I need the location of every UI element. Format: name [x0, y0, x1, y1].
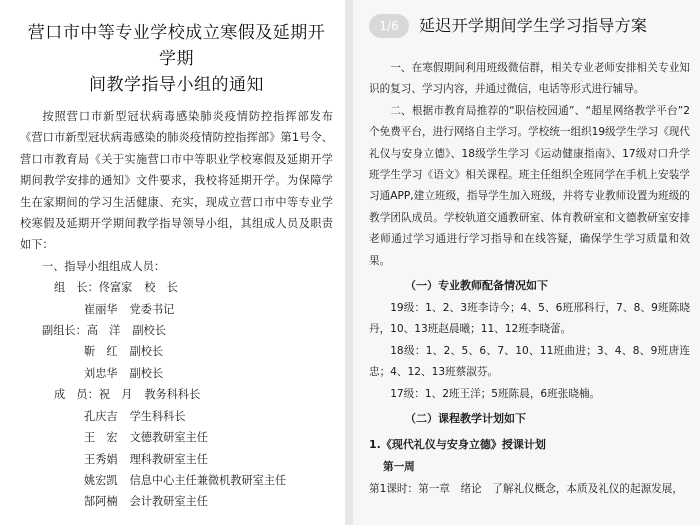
- member-row: 王秀娟 理科教研室主任: [84, 452, 208, 466]
- grade-17-teachers: 17级：1、2班王洋；5班陈晨，6班张晓楠。: [390, 387, 601, 400]
- section-heading: 一、指导小组组成人员：: [42, 259, 166, 273]
- course-plan-heading: （二）课程教学计划如下: [405, 412, 526, 426]
- notice-title: 营口市中等专业学校成立寒假及延期开学期 间教学指导小组的通知: [27, 23, 326, 95]
- right-document-page[interactable]: [353, 0, 700, 525]
- deputy-row: 刘忠华 副校长: [84, 366, 164, 380]
- plan-paragraph-1: 一、在寒假期间利用班级微信群，相关专业老师安排相关专业知识的复习、学习内容，并通过微信，电话等形式进行辅导。: [369, 62, 690, 96]
- member-row: 成 员：祝 月 教务科科长: [54, 388, 201, 402]
- member-row: 郜阿楠 会计教研室主任: [84, 495, 208, 509]
- teacher-allocation-heading: （一）专业教师配备情况如下: [405, 279, 548, 293]
- panel-divider: [345, 0, 353, 525]
- document-header: [369, 8, 690, 52]
- grade-18-teachers: 18级：1、2、5、6、7、10、11班曲进；3、4、8、9班唐连忠；4、12、13班蔡淑芬。: [369, 344, 690, 379]
- plan-title: 延迟开学期间学生学习指导方案: [419, 16, 648, 35]
- grade-19-teachers: 19级：1、2、3班李诗今；4、5、6班邢科行，7、8、9班陈晓丹，10、13班赵晨曦；11、12班李晓蕾。: [369, 302, 690, 336]
- deputy-row: 靳 红 副校长: [84, 345, 164, 359]
- week-1-label: 第一周: [383, 461, 415, 474]
- group-leader-row: 崔丽华 党委书记: [84, 302, 175, 316]
- deputy-row: 副组长：高 洋 副校长: [42, 324, 166, 338]
- member-row: 王 宏 文德教研室主任: [84, 431, 208, 445]
- left-document-page: [0, 0, 345, 525]
- lesson-1: 第1课时：第一章 绪论 了解礼仪概念，本质及礼仪的起源发展，: [369, 482, 683, 495]
- member-row: 姚宏凯 信息中心主任兼微机教研室主任: [84, 473, 287, 487]
- notice-intro-paragraph: 按照营口市新型冠状病毒感染肺炎疫情防控指挥部发布《营口市新型冠状病毒感染的肺炎疫情防控指挥部》第1号令、营口市教育局《关于实施营口市中等职业学校寒假及延期开学期间教学安排的通知》文件要求，我校将延期开学。为保障学生在家期间的学习生活健康、充实，现成立营口市中等专业学校寒假及延期开学期间教学指导领导小组，其组成人员及职责如下：: [20, 110, 333, 252]
- plan-paragraph-2: 二、根据市教育局推荐的“职信校园通”、“超星网络教学平台”2个免费平台，进行网络自主学习。学校统一组织19级学生学习《现代礼仪与安身立德》、18级学生学习《运动健康指南》、17级对口升学班学生学习《语文》相关课程。班主任组织全班同学在手机上安装学习通APP,建立班级，指导学生加入班级，并将专业教师设置为班级的教学团队成员。学校轨道交通教研室、体育教研室和文德教研室安排老师通过学习通进行学习指导和在线答疑，确保学生学习质量和效果。: [369, 104, 690, 267]
- page-indicator: 1/6: [369, 14, 409, 38]
- group-leader-row: 组 长：佟富家 校 长: [54, 281, 178, 295]
- course-plan-1: 1.《现代礼仪与安身立德》授课计划: [369, 438, 546, 452]
- member-row: 孔庆吉 学生科科长: [84, 409, 186, 423]
